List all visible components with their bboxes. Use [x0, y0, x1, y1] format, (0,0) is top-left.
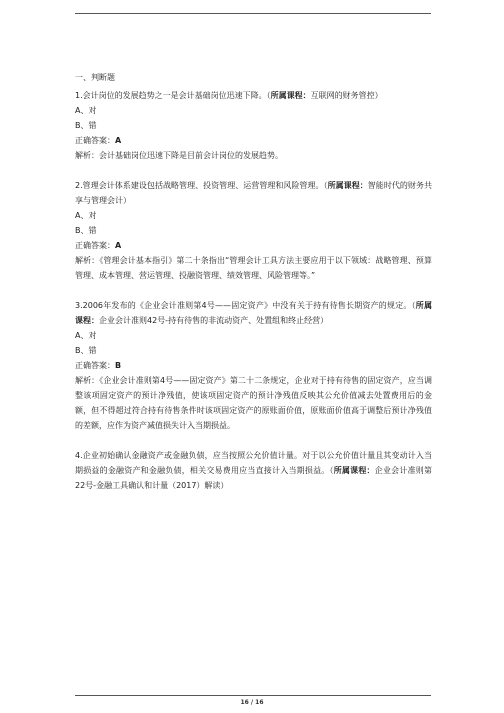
course-name: 智能时代的财务共享与管理会计） [75, 181, 432, 205]
course-name: 企业会计准则42号-持有待售的非流动资产、处置组和终止经营） [99, 316, 329, 325]
question-3 [75, 298, 432, 433]
option-a: A、对 [75, 211, 97, 220]
section-title: 一、判断题 [75, 73, 115, 82]
header-rule [75, 13, 431, 14]
option-b: B、错 [75, 346, 97, 355]
option-b: B、错 [75, 226, 97, 235]
stem-text: 2.管理会计体系建设包括战略管理、投资管理、运营管理和风险管理。（ [75, 181, 328, 190]
answer-label: 正确答案： [75, 241, 115, 250]
answer-line [75, 133, 432, 148]
answer-label: 正确答案： [75, 136, 115, 145]
analysis: 解析：会计基础岗位迅速下降是目前会计岗位的发展趋势。 [75, 151, 283, 160]
stem-text: 1.会计岗位的发展趋势之一是会计基础岗位迅速下降。（ [75, 91, 271, 100]
option-a: A、对 [75, 331, 97, 340]
question-stem [75, 448, 432, 493]
question-1 [75, 88, 432, 163]
option-b: B、错 [75, 121, 97, 130]
answer-value: A [115, 136, 122, 145]
question-stem [75, 298, 432, 328]
course-label: 所属课程： [327, 181, 368, 190]
option-a: A、对 [75, 106, 97, 115]
page-number: 16 / 16 [240, 699, 264, 706]
question-2 [75, 178, 432, 283]
course-label: 所属课程： [333, 466, 375, 475]
course-name: 互联网的财务管控） [310, 91, 383, 100]
course-name: 企业会计准则第22号-金融工具确认和计量（2017）解读） [75, 466, 433, 490]
answer-value: B [115, 361, 122, 370]
answer-value: A [115, 241, 122, 250]
stem-text: 4.企业初始确认金融资产或金融负债，应当按照公允价值计量。对于以公允价值计量且其变动计入当期损益的金融资产和金融负债，相关交易费用应当直接计入当期损益。（ [75, 451, 432, 475]
answer-line [75, 358, 432, 373]
question-4 [75, 448, 432, 493]
answer-line [75, 238, 432, 253]
answer-label: 正确答案： [75, 361, 115, 370]
course-label: 所属课程： [270, 91, 311, 100]
document-body [75, 70, 432, 493]
analysis: 解析：《管理会计基本指引》第二十条指出“管理会计工具方法主要应用于以下领域：战略管理、预算管理、成本管理、营运管理、投融资管理、绩效管理、风险管理等。” [75, 256, 432, 280]
course-label: 所属课程： [75, 301, 432, 325]
question-stem [75, 88, 432, 103]
footer-rule [75, 695, 431, 696]
analysis: 解析：《企业会计准则第4号——固定资产》第二十二条规定，企业对于持有待售的固定资产，应当调整该项固定资产的预计净残值，使该项固定资产的预计净残值反映其公允价值减去处置费用后的金额，但不得超过符合持有待售条件时该项固定资产的原账面价值，原账面价值高于调整后预计净残值的差额，应作为资产减值损失计入当期损益。 [75, 376, 432, 430]
question-stem [75, 178, 432, 208]
stem-text: 3.2006年发布的《企业会计准则第4号——固定资产》中没有关于持有待售长期资产的规定。（ [75, 301, 416, 310]
